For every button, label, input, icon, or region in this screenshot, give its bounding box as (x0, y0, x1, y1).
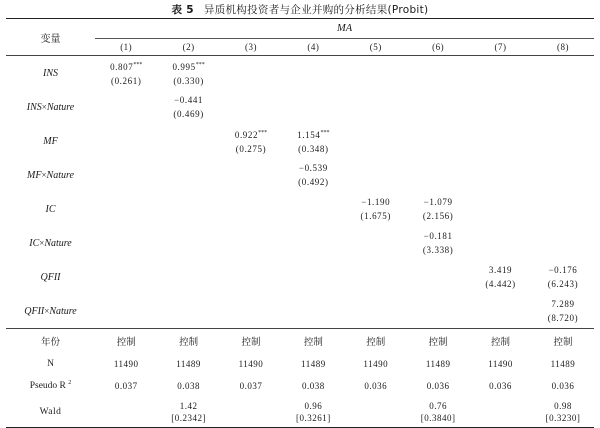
coefficient-cell (157, 226, 219, 260)
stat-cell: 控制 (303, 337, 323, 348)
coefficient-value: −0.539 (298, 163, 328, 173)
coefficient-cell (532, 90, 594, 124)
wald-p-value: [0.3840] (420, 413, 456, 423)
coefficient-cell (220, 260, 282, 294)
coefficient-cell (532, 192, 594, 226)
stat-cell: 0.036 (489, 381, 512, 391)
row-label: IC×Nature (29, 237, 72, 249)
coefficient-cell (407, 124, 469, 158)
coefficient-cell (407, 90, 469, 124)
coefficient-cell (95, 90, 157, 124)
stat-cell: 11490 (238, 359, 264, 369)
column-number: (1) (120, 42, 133, 52)
stat-cell: 11489 (550, 359, 576, 369)
wald-p-value: [0.2342] (171, 413, 206, 423)
interaction-symbol: × (39, 237, 45, 248)
row-label: MF×Nature (27, 169, 74, 181)
coefficient-cell (345, 226, 407, 260)
coefficient-cell (95, 192, 157, 226)
stat-cell: 0.037 (239, 381, 263, 391)
stat-cell: 0.038 (177, 381, 200, 391)
coefficient-row (6, 260, 594, 294)
standard-error: (3.338) (422, 245, 454, 255)
stat-cell: 控制 (241, 337, 261, 348)
standard-error: (6.243) (547, 279, 579, 289)
coefficient-cell (157, 90, 219, 124)
coefficient-cell (469, 124, 531, 158)
coefficient-cell (469, 260, 531, 294)
coefficient-cell (345, 158, 407, 192)
column-number: (4) (307, 42, 320, 52)
coefficient-cell (532, 56, 594, 91)
coefficient-cell (95, 294, 157, 329)
coefficient-cell (469, 90, 531, 124)
wald-statistic: 0.76 (429, 401, 448, 411)
coefficient-cell (220, 158, 282, 192)
coefficient-cell (95, 56, 157, 91)
row-label: QFII×Nature (24, 305, 77, 317)
coefficient-cell (220, 192, 282, 226)
coefficient-value: 1.154*** (297, 130, 330, 140)
standard-error: (0.469) (173, 109, 204, 119)
coefficient-value: 7.289 (551, 299, 575, 309)
coefficient-cell (469, 158, 531, 192)
column-number: (2) (182, 42, 195, 52)
coefficient-cell (282, 294, 344, 329)
coefficient-cell (345, 90, 407, 124)
stat-cell: 11490 (363, 359, 389, 369)
coefficient-cell (282, 192, 344, 226)
coefficient-cell (282, 90, 344, 124)
coefficient-value: −0.176 (548, 265, 578, 275)
coefficient-row (6, 226, 594, 260)
stat-cell: 控制 (428, 337, 448, 348)
coefficient-cell (220, 56, 282, 91)
coefficient-cell (95, 124, 157, 158)
coefficient-cell (407, 158, 469, 192)
coefficient-cell (157, 158, 219, 192)
column-number: (5) (369, 42, 382, 52)
standard-error: (0.330) (173, 76, 204, 86)
variable-header: 变量 (40, 33, 61, 45)
significance-stars: *** (258, 130, 268, 136)
coefficient-cell (407, 56, 469, 91)
wald-p-value: [0.3261] (295, 413, 331, 423)
interaction-symbol: × (44, 305, 50, 316)
coefficient-cell (95, 226, 157, 260)
row-label: Wald (39, 407, 62, 417)
coefficient-cell (157, 124, 219, 158)
coefficient-cell (407, 226, 469, 260)
coefficient-cell (220, 226, 282, 260)
standard-error: (4.442) (485, 279, 516, 289)
year-control-row (6, 329, 594, 354)
stat-cell: 0.038 (301, 381, 325, 391)
coefficient-cell (407, 192, 469, 226)
r-squared-superscript: 2 (68, 380, 72, 387)
coefficient-value: 3.419 (488, 265, 513, 275)
coefficient-cell (95, 260, 157, 294)
table-caption: 异质机构投资者与企业并购的分析结果(Probit) (203, 4, 429, 16)
coefficient-row (6, 56, 594, 91)
coefficient-cell (95, 158, 157, 192)
stat-cell: 控制 (491, 337, 511, 348)
stat-cell: 控制 (116, 337, 136, 348)
stat-cell: 11490 (113, 359, 139, 369)
interaction-symbol: × (41, 101, 47, 112)
standard-error: (8.720) (547, 313, 579, 323)
coefficient-cell (282, 56, 344, 91)
coefficient-cell (157, 294, 219, 329)
coefficient-cell (532, 226, 594, 260)
significance-stars: *** (320, 130, 330, 136)
coefficient-cell (345, 294, 407, 329)
coefficient-cell (532, 294, 594, 329)
coefficient-cell (345, 124, 407, 158)
row-label: N (47, 359, 54, 369)
coefficient-value: −0.441 (174, 95, 204, 105)
stat-cell: 11489 (301, 359, 326, 369)
coefficient-cell (532, 260, 594, 294)
coefficient-value: −1.079 (423, 197, 453, 207)
results-table (6, 18, 594, 428)
standard-error: (0.348) (298, 144, 329, 154)
coefficient-cell (532, 158, 594, 192)
row-label: IC (45, 203, 56, 215)
stat-cell: 11490 (488, 359, 513, 369)
wald-statistic: 0.96 (304, 401, 323, 411)
stat-cell: 控制 (553, 337, 573, 348)
coefficient-row (6, 90, 594, 124)
coefficient-value: −1.190 (361, 197, 391, 207)
stat-cell: 0.036 (364, 381, 388, 391)
coefficient-cell (220, 124, 282, 158)
coefficient-value: 0.995*** (172, 62, 205, 72)
coefficient-cell (282, 124, 344, 158)
coefficient-cell (345, 192, 407, 226)
column-number: (7) (494, 42, 507, 52)
coefficient-row (6, 192, 594, 226)
coefficient-value: −0.181 (423, 231, 453, 241)
interaction-symbol: × (41, 169, 47, 180)
coefficient-cell (282, 158, 344, 192)
row-label: MF (43, 135, 58, 147)
stat-cell: 11489 (176, 359, 201, 369)
coefficient-cell (469, 56, 531, 91)
coefficient-cell (469, 226, 531, 260)
coefficient-value: 0.922*** (234, 130, 268, 140)
row-label: Pseudo R $^2$ (29, 380, 72, 392)
row-label: QFII (40, 271, 61, 283)
table-title (0, 2, 600, 17)
coefficient-cell (220, 90, 282, 124)
coefficient-row (6, 124, 594, 158)
observations-row (6, 353, 594, 375)
stat-cell: 控制 (366, 337, 386, 348)
coefficient-cell (282, 260, 344, 294)
stat-cell: 11489 (425, 359, 451, 369)
coefficient-cell (345, 260, 407, 294)
significance-stars: *** (133, 62, 143, 68)
column-number: (8) (556, 42, 569, 52)
coefficient-cell (220, 294, 282, 329)
coefficient-cell (469, 294, 531, 329)
row-label: 年份 (40, 337, 60, 348)
coefficient-cell (157, 192, 219, 226)
standard-error: (0.275) (235, 144, 267, 154)
coefficient-cell (407, 294, 469, 329)
row-label: INS (43, 67, 58, 79)
column-number: (3) (244, 42, 257, 52)
coefficient-cell (345, 56, 407, 91)
coefficient-cell (532, 124, 594, 158)
standard-error: (0.492) (298, 177, 329, 187)
standard-error: (1.675) (360, 211, 391, 221)
table-number: 表 5 (171, 4, 194, 16)
stat-cell: 控制 (179, 337, 199, 348)
coefficient-row (6, 158, 594, 192)
wald-statistic: 1.42 (179, 401, 198, 411)
coefficient-cell (469, 192, 531, 226)
wald-statistic: 0.98 (554, 401, 572, 411)
standard-error: (0.261) (110, 76, 142, 86)
stat-cell: 0.037 (114, 381, 138, 391)
coefficient-cell (157, 260, 219, 294)
coefficient-cell (407, 260, 469, 294)
coefficient-cell (157, 56, 219, 91)
coefficient-cell (282, 226, 344, 260)
stat-cell: 0.036 (551, 381, 575, 391)
stat-cell: 0.036 (426, 381, 450, 391)
wald-p-value: [0.3230] (545, 413, 581, 423)
coefficient-row (6, 294, 594, 329)
row-label: INS×Nature (26, 101, 75, 113)
column-number-row (6, 39, 594, 56)
dependent-variable-header: MA (95, 19, 594, 39)
coefficient-value: 0.807*** (110, 62, 143, 72)
standard-error: (2.156) (422, 211, 454, 221)
column-number: (6) (432, 42, 445, 52)
pseudo-r2-row (6, 375, 594, 397)
significance-stars: *** (195, 62, 205, 68)
